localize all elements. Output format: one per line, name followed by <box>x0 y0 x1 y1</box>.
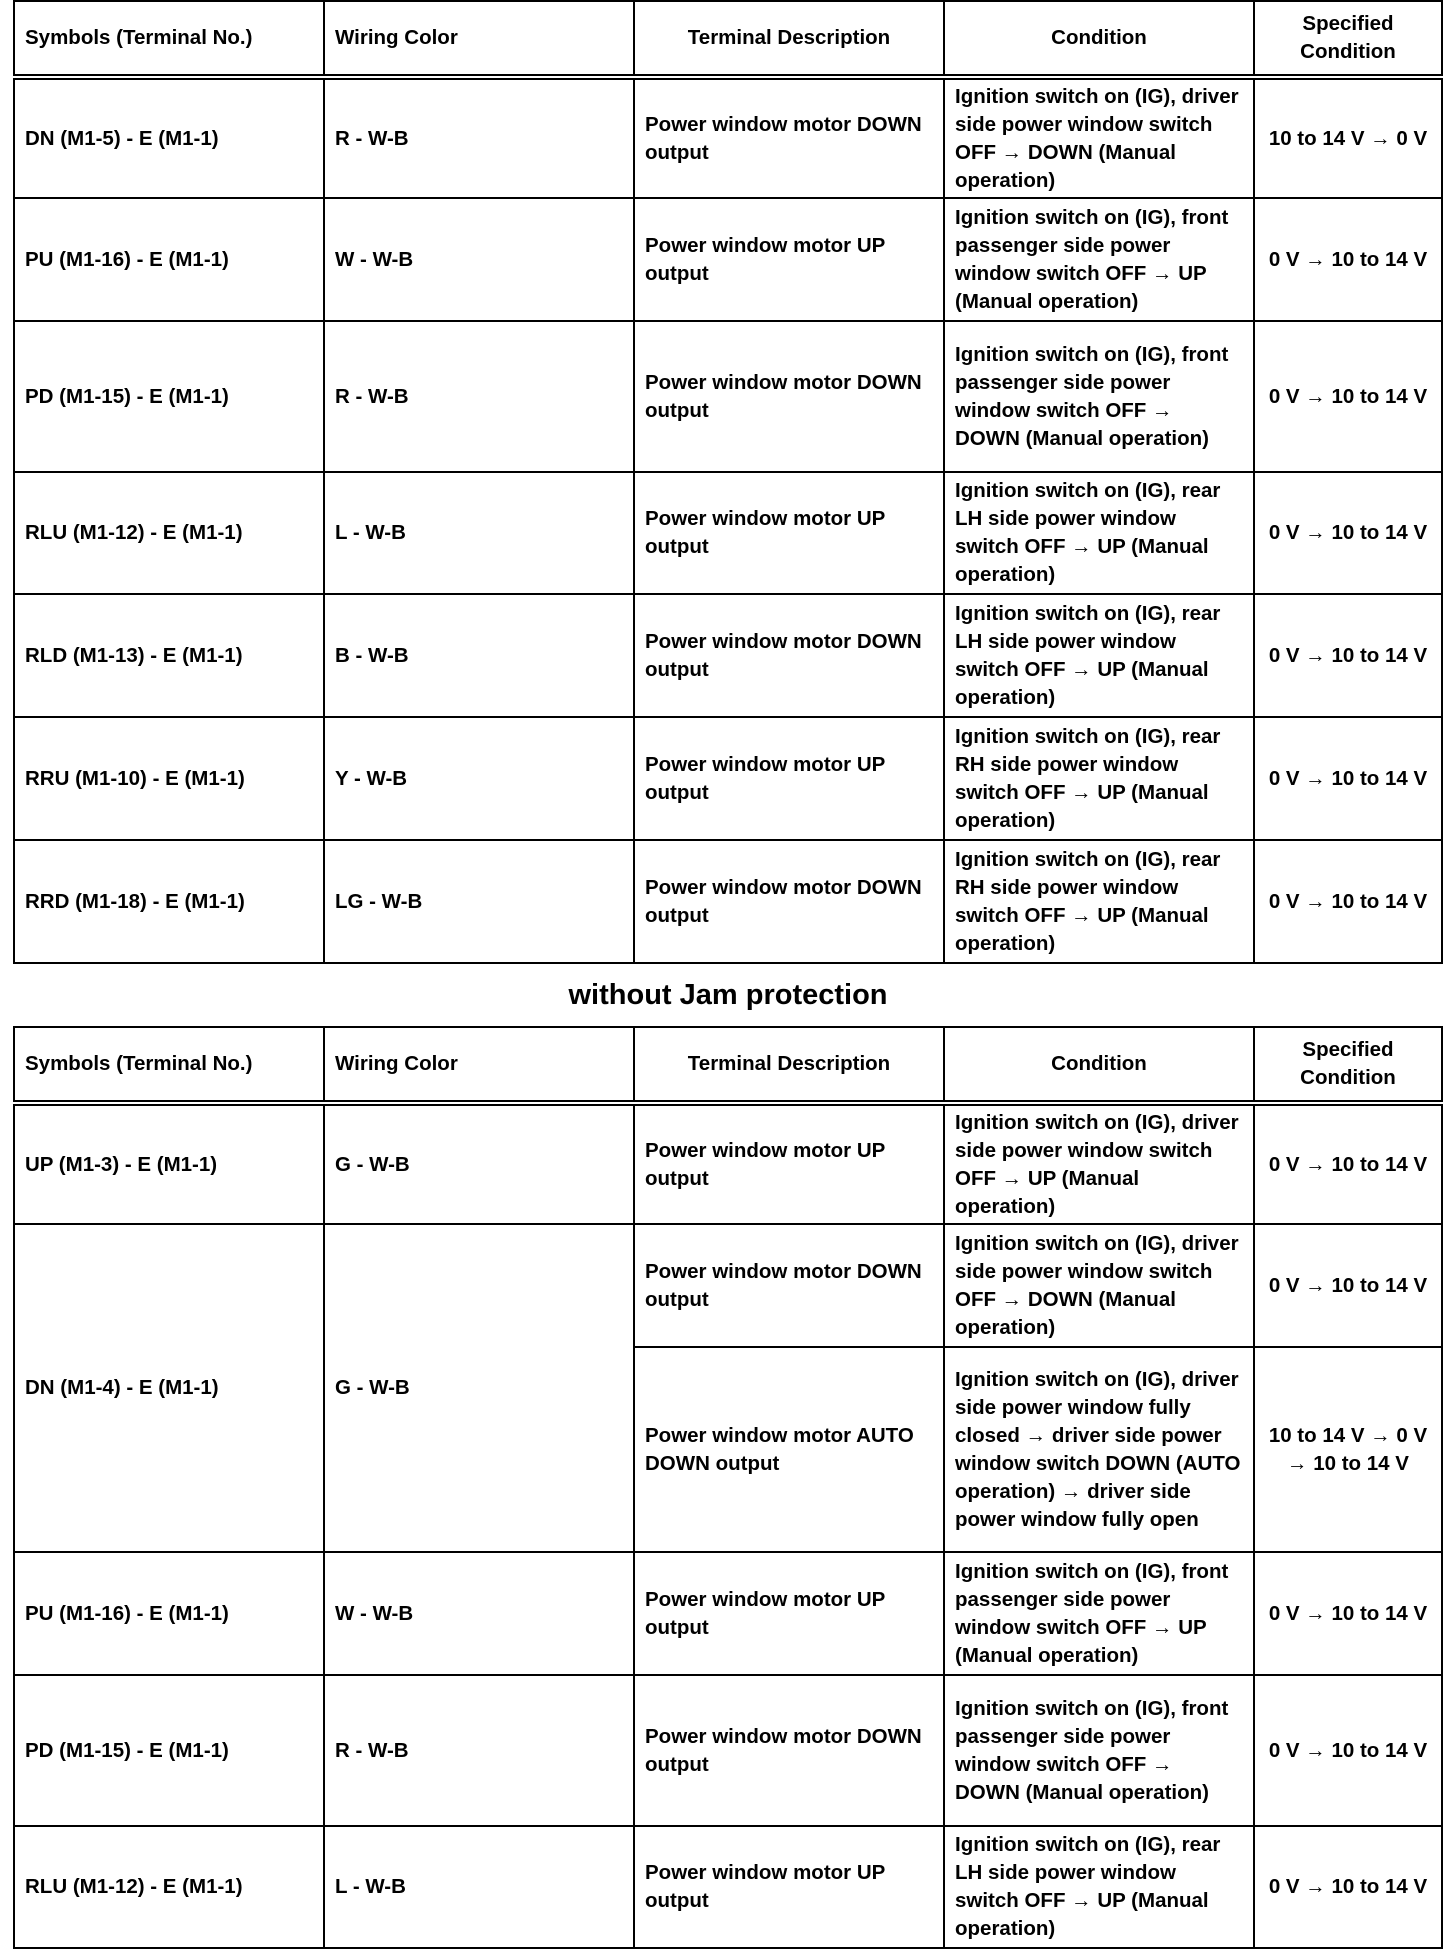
terminal-description-cell: Power window motor DOWN output <box>634 1224 944 1347</box>
wiring-color-cell: L - W-B <box>324 472 634 594</box>
wiring-color-cell: Y - W-B <box>324 717 634 840</box>
wiring-color-cell: L - W-B <box>324 1826 634 1948</box>
table-row <box>14 1103 1442 1224</box>
symbol-cell: DN (M1-4) - E (M1-1) <box>14 1224 324 1552</box>
table-row <box>14 1224 1442 1347</box>
wiring-color-cell: B - W-B <box>324 594 634 717</box>
terminal-table-without-jam-protection <box>13 1026 1443 1949</box>
condition-cell: Ignition switch on (IG), driver side power window switch OFF → DOWN (Manual operation) <box>944 77 1254 198</box>
table-row <box>14 321 1442 472</box>
terminal-description-cell: Power window motor UP output <box>634 198 944 321</box>
terminal-description-cell: Power window motor DOWN output <box>634 77 944 198</box>
symbol-cell: RRU (M1-10) - E (M1-1) <box>14 717 324 840</box>
terminal-table-with-jam-protection <box>13 0 1443 964</box>
table-row <box>14 840 1442 963</box>
condition-cell: Ignition switch on (IG), driver side power window switch OFF → DOWN (Manual operation) <box>944 1224 1254 1347</box>
specified-condition-cell: 0 V → 10 to 14 V <box>1254 472 1442 594</box>
specified-condition-cell: 0 V → 10 to 14 V <box>1254 1552 1442 1675</box>
terminal-description-cell: Power window motor UP output <box>634 1826 944 1948</box>
symbol-cell: DN (M1-5) - E (M1-1) <box>14 77 324 198</box>
condition-cell: Ignition switch on (IG), rear LH side power window switch OFF → UP (Manual operation) <box>944 1826 1254 1948</box>
symbol-cell: UP (M1-3) - E (M1-1) <box>14 1103 324 1224</box>
symbol-cell: RLU (M1-12) - E (M1-1) <box>14 1826 324 1948</box>
condition-cell: Ignition switch on (IG), front passenger side power window switch OFF → UP (Manual operation) <box>944 198 1254 321</box>
condition-cell: Ignition switch on (IG), rear LH side power window switch OFF → UP (Manual operation) <box>944 472 1254 594</box>
table-row <box>14 1675 1442 1826</box>
header-condition: Condition <box>944 1 1254 77</box>
header-specified-condition: Specified Condition <box>1254 1 1442 77</box>
header-specified-condition: Specified Condition <box>1254 1027 1442 1103</box>
header-symbols: Symbols (Terminal No.) <box>14 1027 324 1103</box>
header-terminal-description: Terminal Description <box>634 1 944 77</box>
symbol-cell: RLU (M1-12) - E (M1-1) <box>14 472 324 594</box>
table-row <box>14 594 1442 717</box>
condition-cell: Ignition switch on (IG), driver side power window switch OFF → UP (Manual operation) <box>944 1103 1254 1224</box>
terminal-description-cell: Power window motor DOWN output <box>634 1675 944 1826</box>
specified-condition-cell: 0 V → 10 to 14 V <box>1254 1826 1442 1948</box>
condition-cell: Ignition switch on (IG), front passenger side power window switch OFF → DOWN (Manual operation) <box>944 1675 1254 1826</box>
specified-condition-cell: 0 V → 10 to 14 V <box>1254 198 1442 321</box>
condition-cell: Ignition switch on (IG), front passenger side power window switch OFF → DOWN (Manual operation) <box>944 321 1254 472</box>
terminal-description-cell: Power window motor UP output <box>634 472 944 594</box>
header-terminal-description: Terminal Description <box>634 1027 944 1103</box>
table-header-row <box>14 1027 1442 1103</box>
symbol-cell: PD (M1-15) - E (M1-1) <box>14 1675 324 1826</box>
condition-cell: Ignition switch on (IG), rear RH side power window switch OFF → UP (Manual operation) <box>944 840 1254 963</box>
header-wiring-color: Wiring Color <box>324 1027 634 1103</box>
section-title: without Jam protection <box>568 979 888 1011</box>
symbol-cell: PU (M1-16) - E (M1-1) <box>14 198 324 321</box>
table-row <box>14 198 1442 321</box>
table-row <box>14 717 1442 840</box>
table-row <box>14 1826 1442 1948</box>
terminal-description-cell: Power window motor DOWN output <box>634 840 944 963</box>
specified-condition-cell: 0 V → 10 to 14 V <box>1254 1675 1442 1826</box>
condition-cell: Ignition switch on (IG), front passenger side power window switch OFF → UP (Manual operation) <box>944 1552 1254 1675</box>
wiring-color-cell: R - W-B <box>324 1675 634 1826</box>
specified-condition-cell: 0 V → 10 to 14 V <box>1254 1224 1442 1347</box>
wiring-color-cell: W - W-B <box>324 1552 634 1675</box>
wiring-color-cell: G - W-B <box>324 1103 634 1224</box>
specified-condition-cell: 0 V → 10 to 14 V <box>1254 717 1442 840</box>
specified-condition-cell: 10 to 14 V → 0 V → 10 to 14 V <box>1254 1347 1442 1552</box>
table-row <box>14 77 1442 198</box>
table-row <box>14 472 1442 594</box>
specified-condition-cell: 0 V → 10 to 14 V <box>1254 840 1442 963</box>
terminal-description-cell: Power window motor UP output <box>634 717 944 840</box>
terminal-description-cell: Power window motor DOWN output <box>634 321 944 472</box>
wiring-color-cell: G - W-B <box>324 1224 634 1552</box>
table-row <box>14 1552 1442 1675</box>
terminal-description-cell: Power window motor UP output <box>634 1103 944 1224</box>
terminal-description-cell: Power window motor DOWN output <box>634 594 944 717</box>
wiring-color-cell: R - W-B <box>324 77 634 198</box>
terminal-description-cell: Power window motor AUTO DOWN output <box>634 1347 944 1552</box>
condition-cell: Ignition switch on (IG), rear RH side power window switch OFF → UP (Manual operation) <box>944 717 1254 840</box>
symbol-cell: PD (M1-15) - E (M1-1) <box>14 321 324 472</box>
specified-condition-cell: 0 V → 10 to 14 V <box>1254 594 1442 717</box>
specified-condition-cell: 0 V → 10 to 14 V <box>1254 321 1442 472</box>
header-wiring-color: Wiring Color <box>324 1 634 77</box>
condition-cell: Ignition switch on (IG), rear LH side power window switch OFF → UP (Manual operation) <box>944 594 1254 717</box>
header-condition: Condition <box>944 1027 1254 1103</box>
symbol-cell: RRD (M1-18) - E (M1-1) <box>14 840 324 963</box>
specified-condition-cell: 0 V → 10 to 14 V <box>1254 1103 1442 1224</box>
condition-cell: Ignition switch on (IG), driver side power window fully closed → driver side power window switch DOWN (AUTO operation) → driver side power window fully open <box>944 1347 1254 1552</box>
symbol-cell: PU (M1-16) - E (M1-1) <box>14 1552 324 1675</box>
wiring-color-cell: LG - W-B <box>324 840 634 963</box>
wiring-color-cell: W - W-B <box>324 198 634 321</box>
table-header-row <box>14 1 1442 77</box>
specified-condition-cell: 10 to 14 V → 0 V <box>1254 77 1442 198</box>
symbol-cell: RLD (M1-13) - E (M1-1) <box>14 594 324 717</box>
terminal-description-cell: Power window motor UP output <box>634 1552 944 1675</box>
wiring-color-cell: R - W-B <box>324 321 634 472</box>
header-symbols: Symbols (Terminal No.) <box>14 1 324 77</box>
